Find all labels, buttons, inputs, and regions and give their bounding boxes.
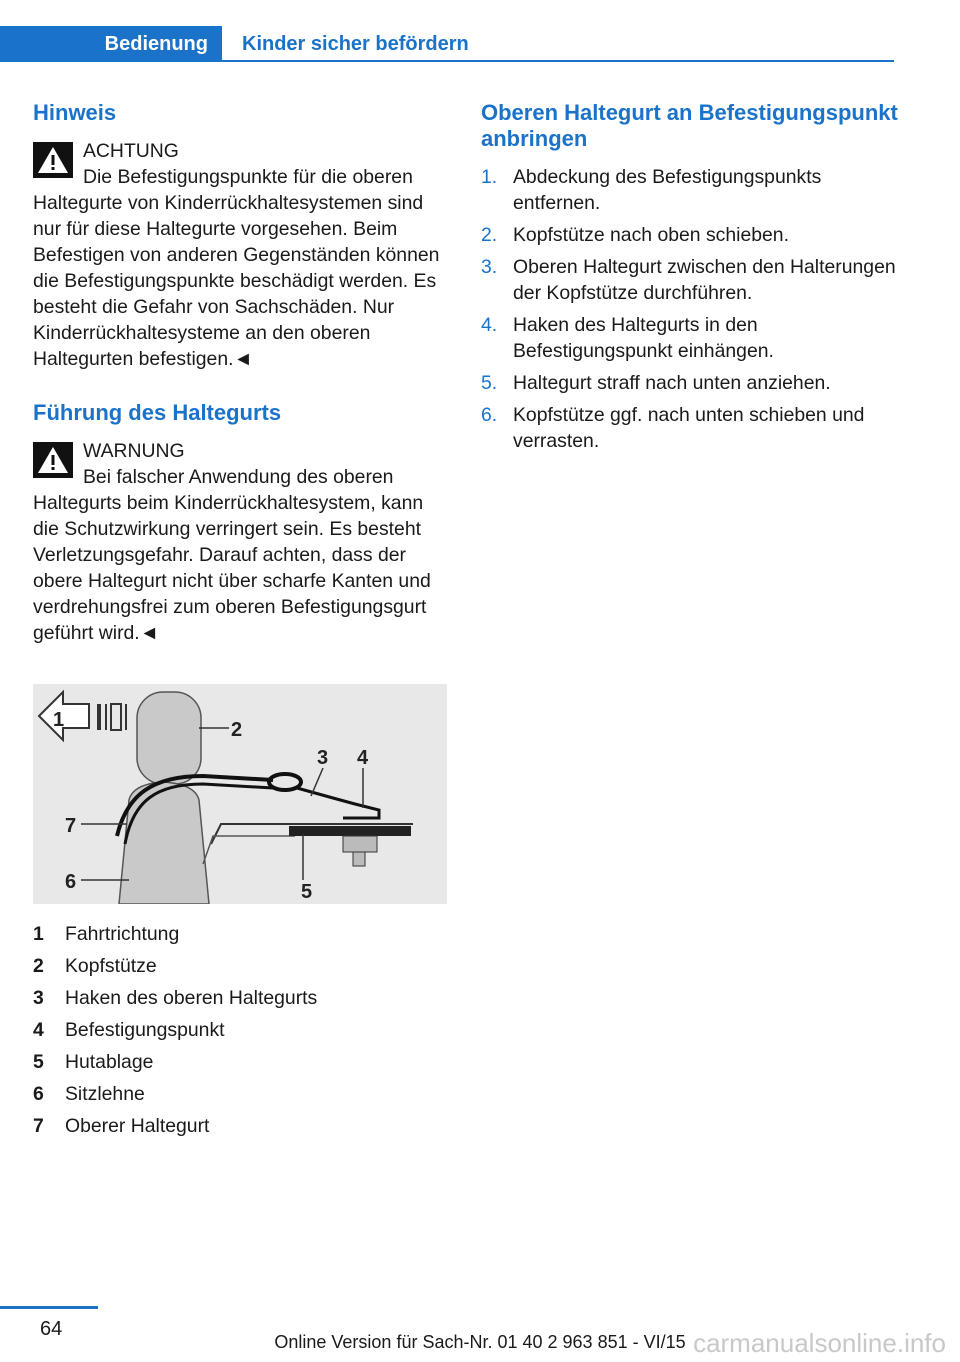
legend-label: Kopfstütze — [65, 955, 157, 977]
legend-label: Hutablage — [65, 1051, 154, 1073]
legend-item — [33, 1046, 447, 1078]
legend-label: Haken des oberen Haltegurts — [65, 987, 318, 1009]
legend-item — [33, 1110, 447, 1142]
step-text: Haltegurt straff nach unten anziehen. — [513, 372, 831, 394]
legend-item — [33, 1078, 447, 1110]
legend-number: 4 — [33, 1019, 44, 1041]
step-text: Kopfstütze ggf. nach unten schieben und verrasten. — [513, 404, 865, 452]
headrest-strap-illustration — [33, 684, 447, 904]
legend-number: 6 — [33, 1083, 44, 1105]
warning-label: WARNUNG — [83, 440, 185, 462]
figure-legend — [33, 918, 447, 1142]
step-number: 4. — [481, 314, 498, 336]
right-column — [481, 100, 901, 460]
callout-6: 6 — [65, 871, 77, 893]
legend-number: 2 — [33, 955, 44, 977]
legend-number: 1 — [33, 923, 44, 945]
step-number: 6. — [481, 404, 498, 426]
step-item — [481, 312, 901, 364]
step-number: 2. — [481, 224, 498, 246]
step-item — [481, 370, 901, 396]
header-tab-bedienung[interactable]: Bedienung — [0, 26, 222, 62]
footer-online-version: Online Version für Sach-Nr. 01 40 2 963 851 - VI/15 — [274, 1332, 686, 1352]
step-item — [481, 164, 901, 216]
left-column — [33, 100, 447, 1142]
header-divider — [222, 60, 894, 62]
footer-divider — [0, 1306, 98, 1309]
page-number: 64 — [40, 1318, 63, 1340]
warning-label: ACHTUNG — [83, 140, 179, 162]
step-number: 3. — [481, 256, 498, 278]
legend-number: 7 — [33, 1115, 44, 1137]
warning-text: Bei falscher Anwendung des oberen Haltegurts beim Kinderrückhaltesystem, kann die Schutzwirkung verringert sein. Es besteht Verletzungsgefahr. Darauf achten, dass der obere Haltegurt nicht über scharfe Kanten und verdrehungsfrei zum oberen Befestigungsgurt geführt wird.◄ — [33, 466, 431, 644]
legend-item — [33, 918, 447, 950]
hint-heading: Hinweis — [33, 100, 117, 125]
section-heading-haltegurt: Führung des Haltegurts — [33, 400, 282, 425]
warning-block-warnung — [33, 438, 447, 646]
callout-1: 1 — [53, 709, 65, 731]
callout-3: 3 — [317, 747, 329, 769]
callout-4: 4 — [357, 747, 369, 769]
legend-item — [33, 950, 447, 982]
legend-number: 5 — [33, 1051, 44, 1073]
warning-text: Die Befestigungspunkte für die oberen Haltegurte von Kinderrückhaltesystemen sind nur für diese Haltegurte vorgesehen. Beim Befestigen von anderen Gegenständen können die Befestigungspunkte beschädigt werden. Es besteht die Gefahr von Sachschäden. Nur Kinderrückhaltesysteme an den oberen Haltegurten befestigen.◄ — [33, 166, 440, 370]
steps-heading: Oberen Haltegurt an Befestigungspunkt anbringen — [481, 100, 898, 151]
legend-label: Oberer Haltegurt — [65, 1115, 210, 1137]
legend-label: Sitzlehne — [65, 1083, 145, 1105]
step-text: Oberen Haltegurt zwischen den Halterungen der Kopfstütze durchführen. — [513, 256, 896, 304]
step-number: 1. — [481, 166, 498, 188]
callout-5: 5 — [301, 881, 313, 903]
legend-label: Fahrtrichtung — [65, 923, 180, 945]
legend-item — [33, 982, 447, 1014]
callout-7: 7 — [65, 815, 77, 837]
steps-list — [481, 164, 901, 454]
warning-triangle-icon — [33, 442, 73, 478]
warning-block-achtung — [33, 138, 447, 372]
step-item — [481, 254, 901, 306]
header-section-title[interactable]: Kinder sicher befördern — [242, 32, 469, 55]
warning-triangle-icon — [33, 142, 73, 178]
step-text: Kopfstütze nach oben schieben. — [513, 224, 789, 246]
callout-2: 2 — [231, 719, 243, 741]
illustration-svg — [33, 684, 447, 904]
step-number: 5. — [481, 372, 498, 394]
step-item — [481, 402, 901, 454]
legend-item — [33, 1014, 447, 1046]
watermark: carmanualsonline.info — [693, 1328, 946, 1358]
step-text: Abdeckung des Befestigungspunkts entfernen. — [513, 166, 822, 214]
step-item — [481, 222, 901, 248]
step-text: Haken des Haltegurts in den Befestigungspunkt einhängen. — [513, 314, 774, 362]
legend-number: 3 — [33, 987, 44, 1009]
legend-label: Befestigungspunkt — [65, 1019, 225, 1041]
